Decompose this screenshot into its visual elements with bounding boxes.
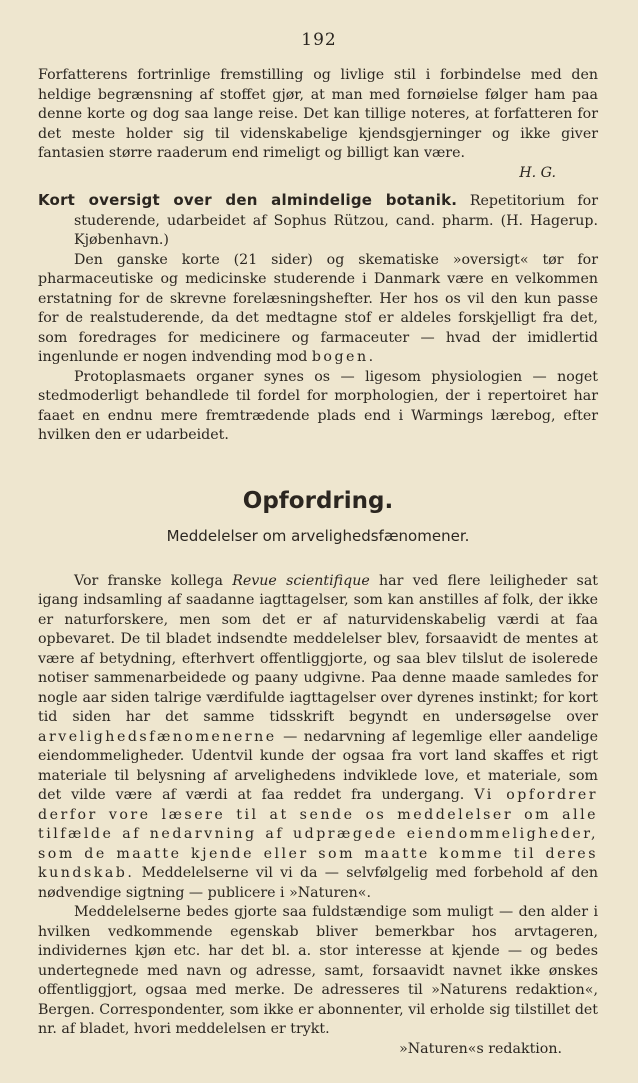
appeal-p1-emphasis-2: Vi opfordrer derfor vore læsere til at sende os meddelelser om alle tilfælde af nedarvning af udprægede eiendommeligheder, som de maatte kjende eller som maatte komme til deres kundskab. xyxy=(38,787,599,881)
appeal-p1-emphasis-1: arvelighedsfænomenerne xyxy=(38,728,277,745)
appeal-signature: »Naturen«s redaktion. xyxy=(399,1040,562,1057)
review2-p1-text: Den ganske korte (21 sider) og skematiske »oversigt« tør for pharmaceutiske og medicinske studerende i Danmark være en velkommen erstatning for de skrevne forelæsningshefter. Her hos os vil den kun passe for de realstuderende, da det medtagne stof er aldeles forskjelligt fra det, som foredrages for medicinere og farmaceuter — hvad der imidlertid ingenlunde er nogen indvending mod xyxy=(38,251,598,365)
appeal-paragraph-1 xyxy=(38,572,598,904)
appeal-p1-text-a: Vor franske kollega xyxy=(74,572,223,589)
review2-paragraph-1 xyxy=(38,251,598,368)
review2-citation: Repetitorium for studerende, udarbeidet af Sophus Rützou, cand. pharm. (H. Hagerup. Kjøbenhavn.) xyxy=(74,193,598,248)
review-end-paragraph: Forfatterens fortrinlige fremstilling og livlige stil i forbindelse med den heldige begrænsning af stoffet gjør, at man med fornøielse følger ham paa denne korte og dog saa lange reise. Det kan tillige noteres, at forfatteren for det meste holder sig til videnskabelige kjendsgjerninger og ikke giver fantasien større raaderum end rimeligt og billigt kan være. xyxy=(38,67,598,161)
review2-paragraph-2: Protoplasmaets organer synes os — ligesom physiologien — noget stedmoderligt behandlede til fordel for morphologien, der i repertoiret har faaet en endnu mere fremtrædende plads end i Warmings lærebog, efter hvilken den er udarbeidet. xyxy=(38,368,598,443)
section-heading: Opfordring. xyxy=(242,487,394,514)
page-body xyxy=(38,66,598,1059)
journal-title: Revue scientifique xyxy=(232,572,370,589)
appeal-p1-text-b: har ved flere leiligheder sat igang indsamling af saadanne iagttagelser, som kan anstilles af folk, der ikke er naturforskere, men som det er af naturvidenskabelig værdi at faa opbevaret. De til bladet indsendte meddelelser blev, forsaavidt de mentes at være af betydning, efterhvert offentliggjorte, og saa blev tilslut de isolerede notiser sammenarbeidede og paany udgivne. Paa denne maade samledes for nogle aar siden talrige værdifulde iagttagelser over dyrenes instinkt; for kort tid siden har det samme tidsskrift begyndt en undersøgelse over xyxy=(38,572,598,725)
review2-entry xyxy=(38,191,598,251)
appeal-paragraph-2: Meddelelserne bedes gjorte saa fuldstændige som muligt — den alder i hvilken vedkommende egenskab bliver bemerkbar hos arvtageren, individernes kjøn etc. har det bl. a. stor interesse at kjende — og bedes undertegnede med navn og adresse, samt, forsaavidt navnet ikke ønskes offentliggjort, ogsaa med merke. De adresseres til »Naturens redaktion«, Bergen. Correspondenter, som ikke er abonnenter, vil erholde sig tilstillet det nr. af bladet, hvori meddelelsen er trykt. xyxy=(38,904,598,1037)
appeal-p1-text-d: Meddelelserne vil vi da — selvfølgelig med forbehold af den nødvendige sigtning — publicere i »Naturen«. xyxy=(38,865,598,901)
page-number: 192 xyxy=(301,30,337,50)
section-subheading: Meddelelser om arvelighedsfænomener. xyxy=(166,526,470,545)
review-signature: H. G. xyxy=(519,164,556,181)
review2-p1-emphasis: bogen. xyxy=(311,349,376,365)
appeal-p1-text-c: — nedarvning af legemlige eller aandelige eiendommeligheder. Udentvil kunde der ogsaa fra vort land skaffes et rigt materiale til belysning af arvelighedens indviklede love, et materiale, som det vilde være af værdi at faa reddet fra undergang. xyxy=(38,728,598,803)
review2-title: Kort oversigt over den almindelige botanik. xyxy=(38,191,458,209)
